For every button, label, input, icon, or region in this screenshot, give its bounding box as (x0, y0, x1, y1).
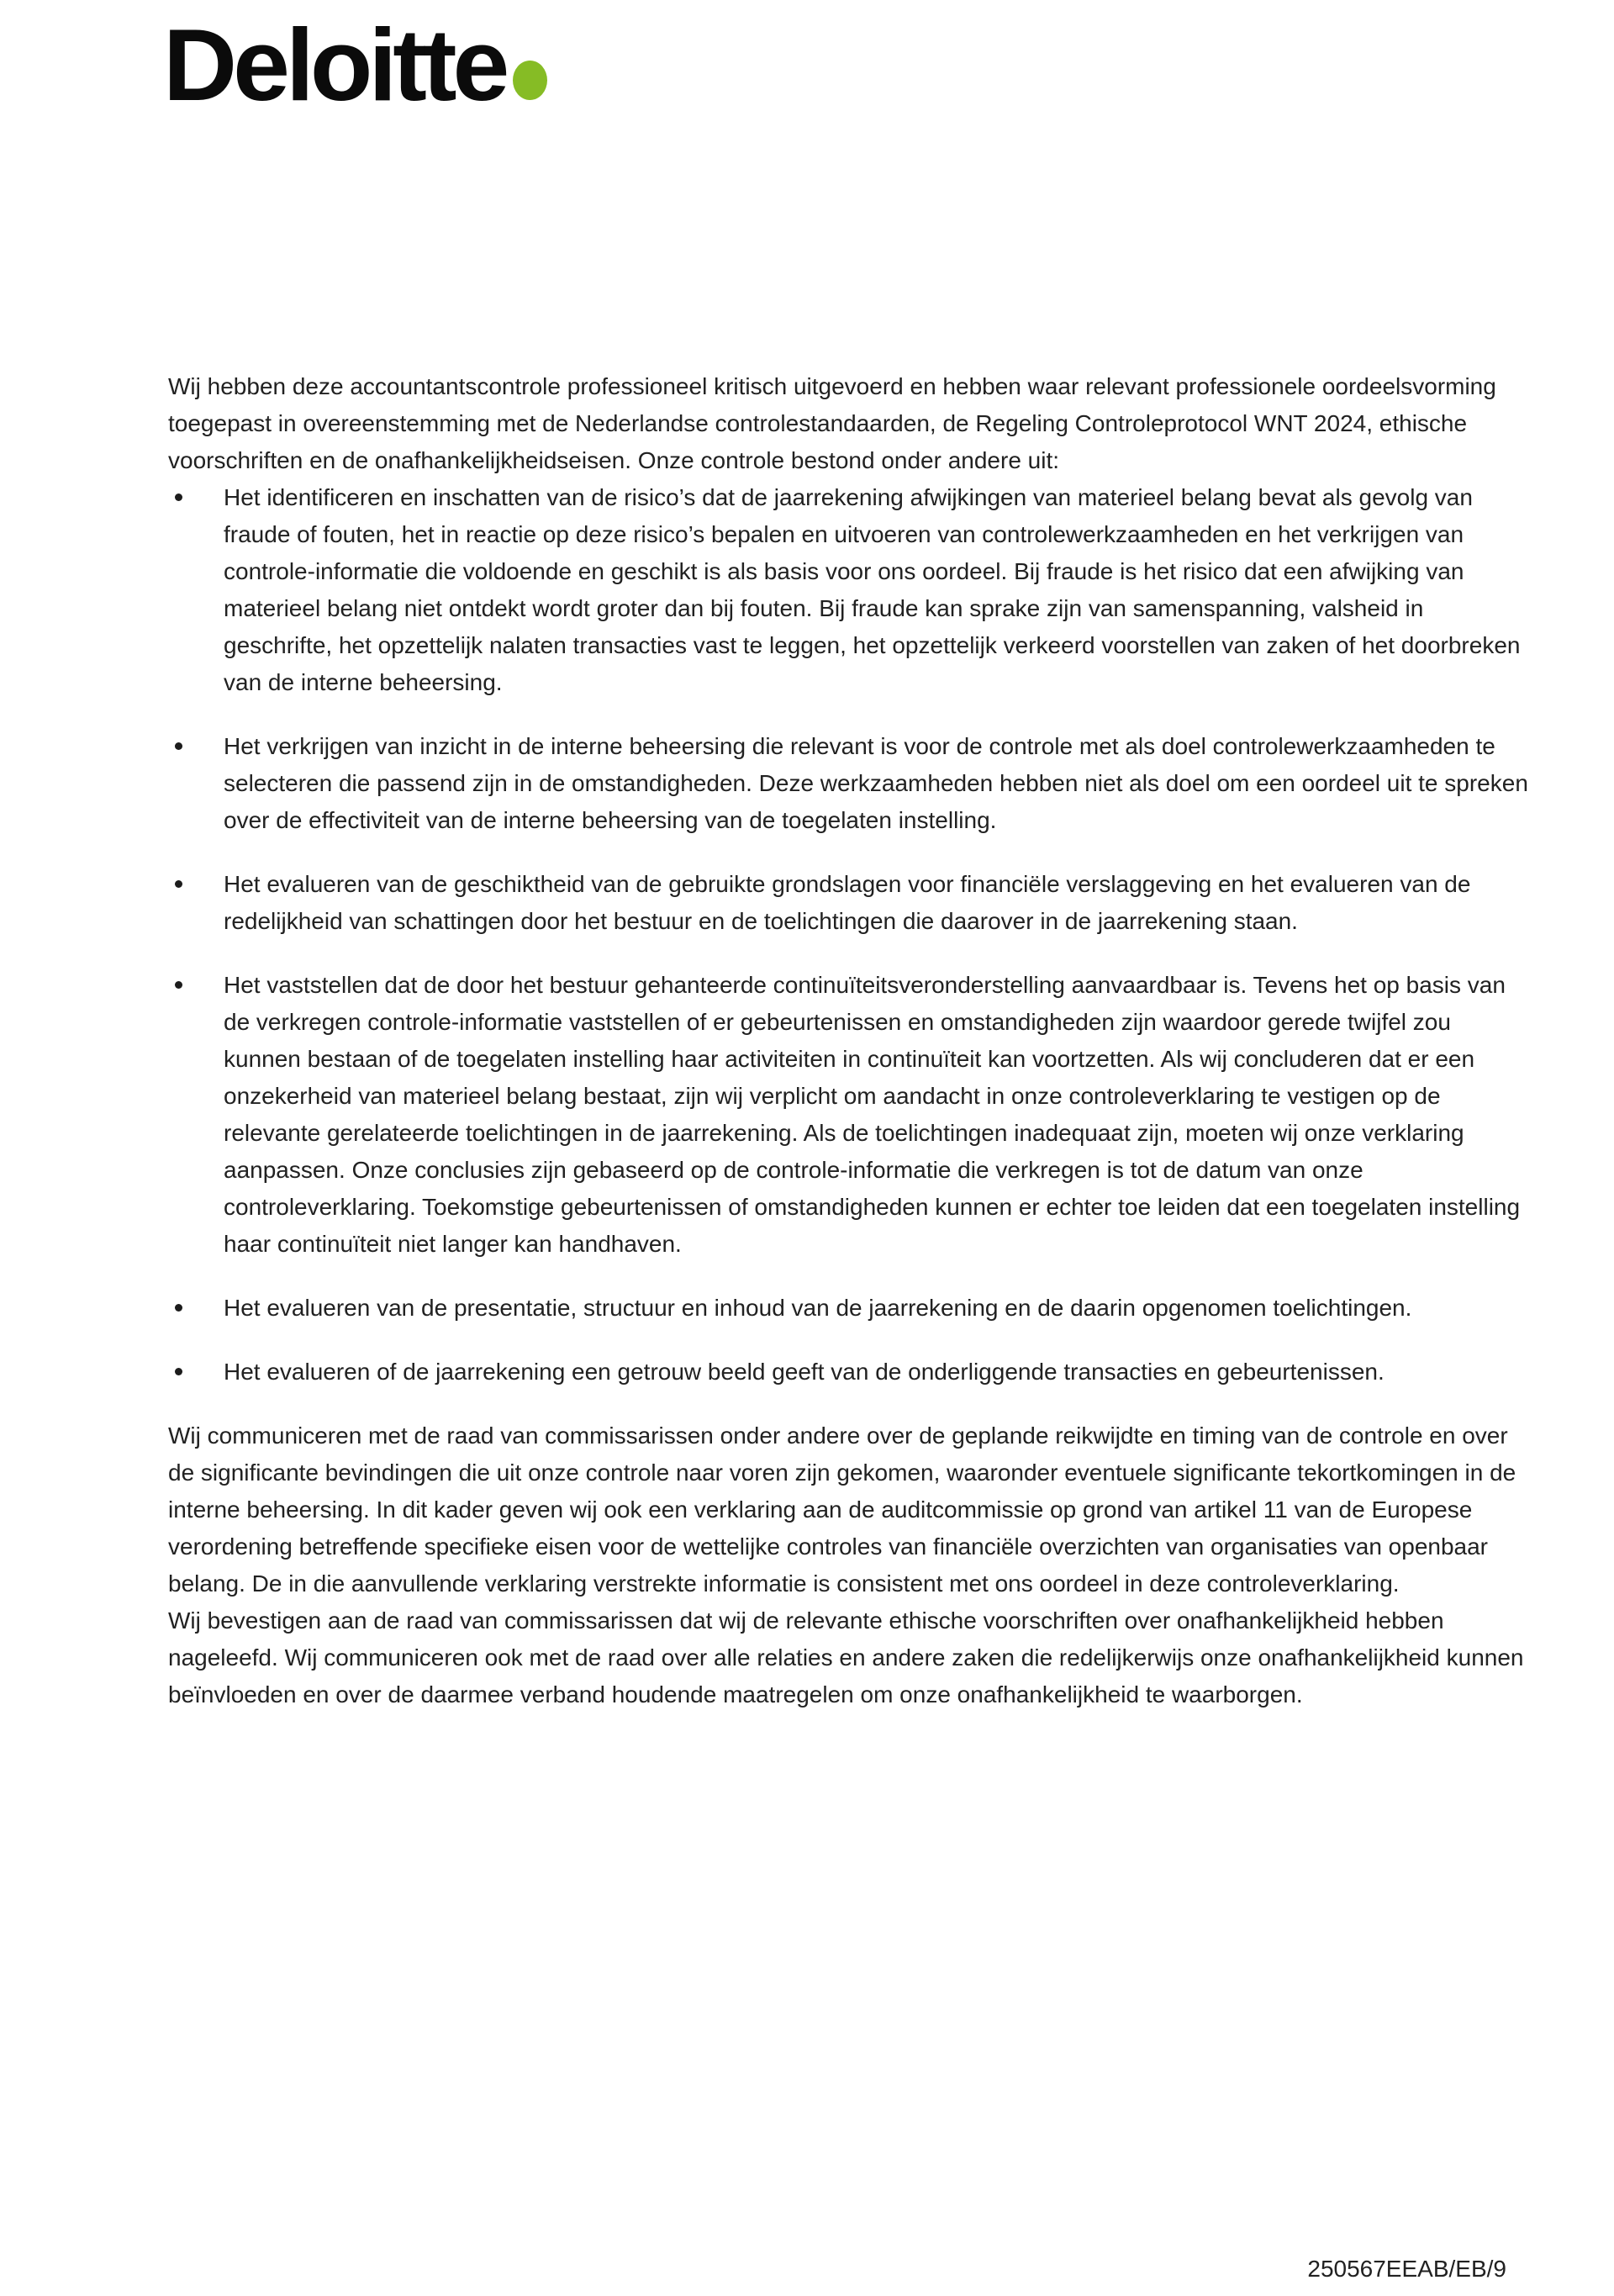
bullet-icon (175, 1368, 182, 1375)
communication-paragraph: Wij communiceren met de raad van commissarissen onder andere over de geplande reikwijdte en timing van de controle en over de significante bevindingen die uit onze controle naar voren zijn gekomen, waaronder eventuele significante tekortkomingen in de interne beheersing. In dit kader geven wij ook een verklaring aan de auditcommissie op grond van artikel 11 van de Europese verordening betreffende specifieke eisen voor de wettelijke controles van financiële overzichten van organisaties van openbaar belang. De in die aanvullende verklaring verstrekte informatie is consistent met ons oordeel in deze controleverklaring. (168, 1422, 1516, 1597)
list-item-text: Het verkrijgen van inzicht in de interne beheersing die relevant is voor de controle met als doel controlewerkzaamheden te selecteren die passend zijn in de omstandigheden. Deze werkzaamheden hebben niet als doel om een oordeel uit te spreken over de effectiviteit van de interne beheersing van de toegelaten instelling. (224, 733, 1528, 833)
list-item (168, 866, 1528, 940)
independence-paragraph: Wij bevestigen aan de raad van commissarissen dat wij de relevante ethische voorschriften over onafhankelijkheid hebben nageleefd. Wij communiceren ook met de raad over alle relaties en andere zaken die redelijkerwijs onze onafhankelijkheid kunnen beïnvloeden en over de daarmee verband houdende maatregelen om onze onafhankelijkheid te waarborgen. (168, 1607, 1524, 1707)
document-reference: 250567EEAB/EB/9 (1307, 2256, 1506, 2282)
list-item (168, 1290, 1528, 1327)
list-item (168, 728, 1528, 839)
bullet-icon (175, 742, 182, 750)
list-item (168, 967, 1528, 1263)
list-item-text: Het identificeren en inschatten van de risico’s dat de jaarrekening afwijkingen van materieel belang bevat als gevolg van fraude of fouten, het in reactie op deze risico’s bepalen en uitvoeren van controlewerkzaamheden en het verkrijgen van controle-informatie die voldoende en geschikt is als basis voor ons oordeel. Bij fraude is het risico dat een afwijking van materieel belang niet ontdekt wordt groter dan bij fouten. Bij fraude kan sprake zijn van samenspanning, valsheid in geschrifte, het opzettelijk nalaten transacties vast te leggen, het opzettelijk verkeerd voorstellen van zaken of het doorbreken van de interne beheersing. (224, 484, 1521, 695)
bullet-icon (175, 981, 182, 989)
bullet-icon (175, 494, 182, 501)
document-body (168, 368, 1528, 1713)
deloitte-logo-text: Deloitte (163, 8, 506, 122)
audit-activities-list (168, 479, 1528, 1391)
list-item-text: Het evalueren of de jaarrekening een getrouw beeld geeft van de onderliggende transacties en gebeurtenissen. (224, 1359, 1385, 1385)
bullet-icon (175, 1304, 182, 1312)
deloitte-green-dot-icon (513, 61, 547, 100)
list-item-text: Het evalueren van de geschiktheid van de gebruikte grondslagen voor financiële verslaggeving en het evalueren van de redelijkheid van schattingen door het bestuur en de toelichtingen die daarover in de jaarrekening staan. (224, 871, 1471, 934)
list-item-text: Het vaststellen dat de door het bestuur gehanteerde continuïteitsveronderstelling aanvaardbaar is. Tevens het op basis van de verkregen controle-informatie vaststellen of er gebeurtenissen en omstandigheden zijn waardoor gerede twijfel zou kunnen bestaan of de toegelaten instelling haar activiteiten in continuïteit kan voortzetten. Als wij concluderen dat er een onzekerheid van materieel belang bestaat, zijn wij verplicht om aandacht in onze controleverklaring te vestigen op de relevante gerelateerde toelichtingen in de jaarrekening. Als de toelichtingen inadequaat zijn, moeten wij onze verklaring aanpassen. Onze conclusies zijn gebaseerd op de controle-informatie die verkregen is tot de datum van onze controleverklaring. Toekomstige gebeurtenissen of omstandigheden kunnen er echter toe leiden dat een toegelaten instelling haar continuïteit niet langer kan handhaven. (224, 972, 1521, 1257)
deloitte-logo (163, 8, 547, 122)
list-item (168, 479, 1528, 701)
list-item (168, 1354, 1528, 1391)
list-item-text: Het evalueren van de presentatie, structuur en inhoud van de jaarrekening en de daarin opgenomen toelichtingen. (224, 1295, 1412, 1321)
intro-paragraph: Wij hebben deze accountantscontrole professioneel kritisch uitgevoerd en hebben waar relevant professionele oordeelsvorming toegepast in overeenstemming met de Nederlandse controlestandaarden, de Regeling Controleprotocol WNT 2024, ethische voorschriften en de onafhankelijkheidseisen. Onze controle bestond onder andere uit: (168, 373, 1496, 473)
bullet-icon (175, 880, 182, 888)
